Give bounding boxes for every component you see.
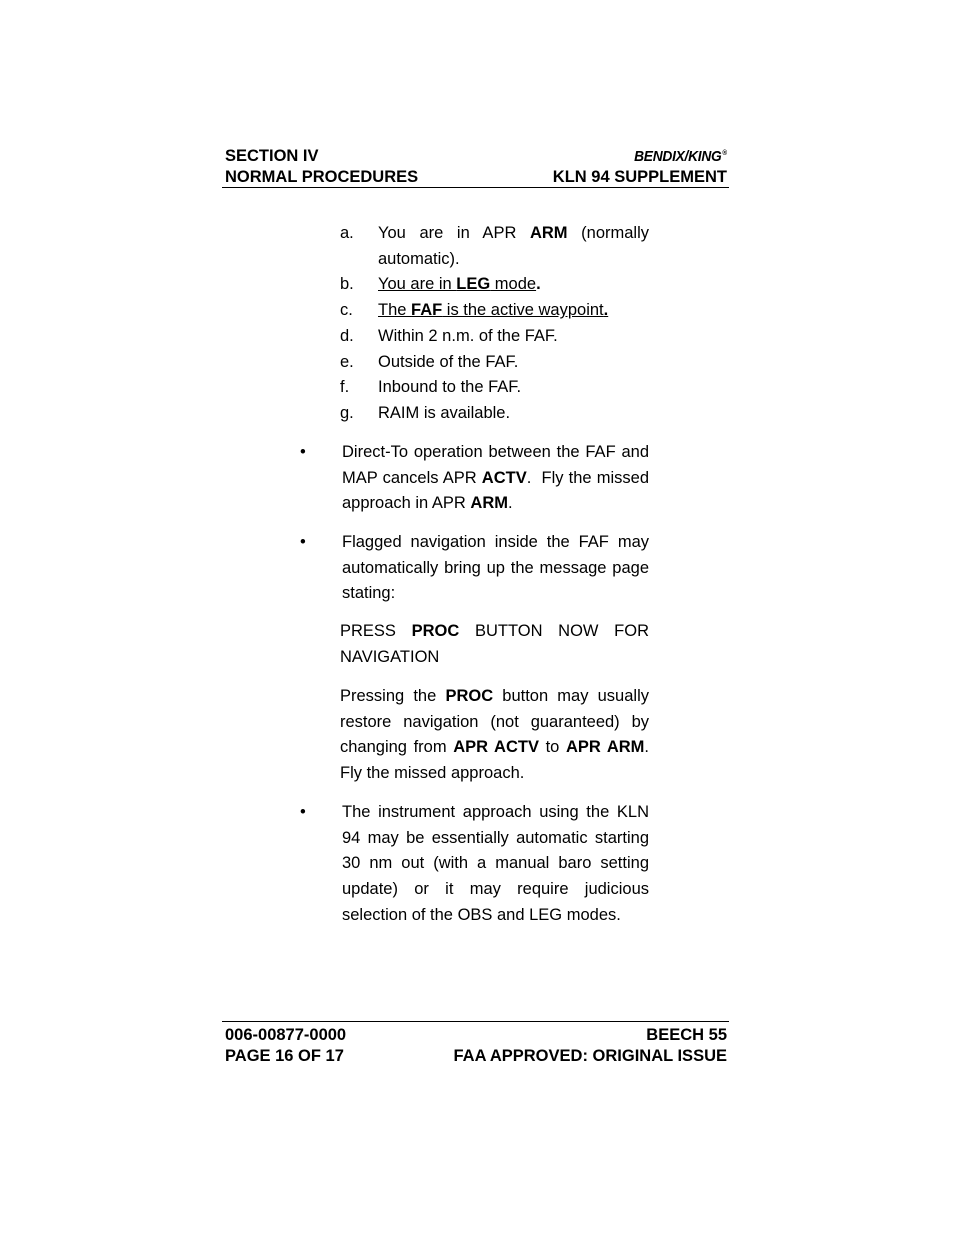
list-item: f. Inbound to the FAF.: [340, 378, 522, 397]
list-item: c. The FAF is the active waypoint.: [340, 301, 609, 320]
bullet-text: Flagged navigation inside the FAF may automatically bring up the message page stating:: [342, 533, 649, 603]
supplement-title: KLN 94 SUPPLEMENT: [552, 168, 727, 186]
page-footer: [225, 1025, 727, 1067]
page-header: [225, 144, 727, 187]
section-label: SECTION IV: [225, 147, 319, 165]
brand-logo: [634, 144, 727, 167]
brand-name: BENDIX/KING: [634, 148, 722, 165]
conditions-list: [340, 221, 649, 427]
document-number: 006-00877-0000: [225, 1026, 347, 1044]
page-number: PAGE 16 OF 17: [225, 1047, 344, 1065]
chapter-title: NORMAL PROCEDURES: [225, 168, 419, 186]
bullet-flagged-nav: [298, 530, 649, 607]
message-text: PRESS PROC BUTTON NOW FOR NAVIGATION: [340, 622, 650, 666]
aircraft-model: BEECH 55: [646, 1026, 727, 1044]
bullet-text: Direct-To operation between the FAF and MAP cancels APR ACTV. Fly the missed approach in APR ARM.: [342, 443, 654, 513]
list-item: e. Outside of the FAF.: [340, 352, 519, 371]
list-item: g. RAIM is available.: [340, 403, 511, 422]
bullet-text: The instrument approach using the KLN 94 may be essentially automatic starting 30 nm out (with a manual baro setting update) or it may require judicious selection of the OBS and LEG modes.: [342, 803, 649, 924]
registered-mark: ®: [722, 150, 727, 157]
footer-rule: [222, 1021, 729, 1022]
list-item: a. You are in APR ARM (normally automatic).: [340, 224, 649, 268]
list-item: b. You are in LEG mode.: [340, 275, 541, 294]
bullet-icon: •: [300, 533, 306, 551]
bullet-icon: •: [300, 443, 306, 461]
proc-button-paragraph: Pressing the PROC button may usually restore navigation (not guaranteed) by changing from APR ACTV to APR ARM. Fly the missed approach.: [340, 687, 649, 783]
bullet-icon: •: [300, 803, 306, 821]
bullet-direct-to: [298, 440, 654, 517]
bullet-instrument-approach: [298, 800, 649, 929]
approval-status: FAA APPROVED: ORIGINAL ISSUE: [453, 1047, 727, 1065]
header-rule: [222, 187, 729, 188]
list-item: d. Within 2 n.m. of the FAF.: [340, 326, 558, 345]
